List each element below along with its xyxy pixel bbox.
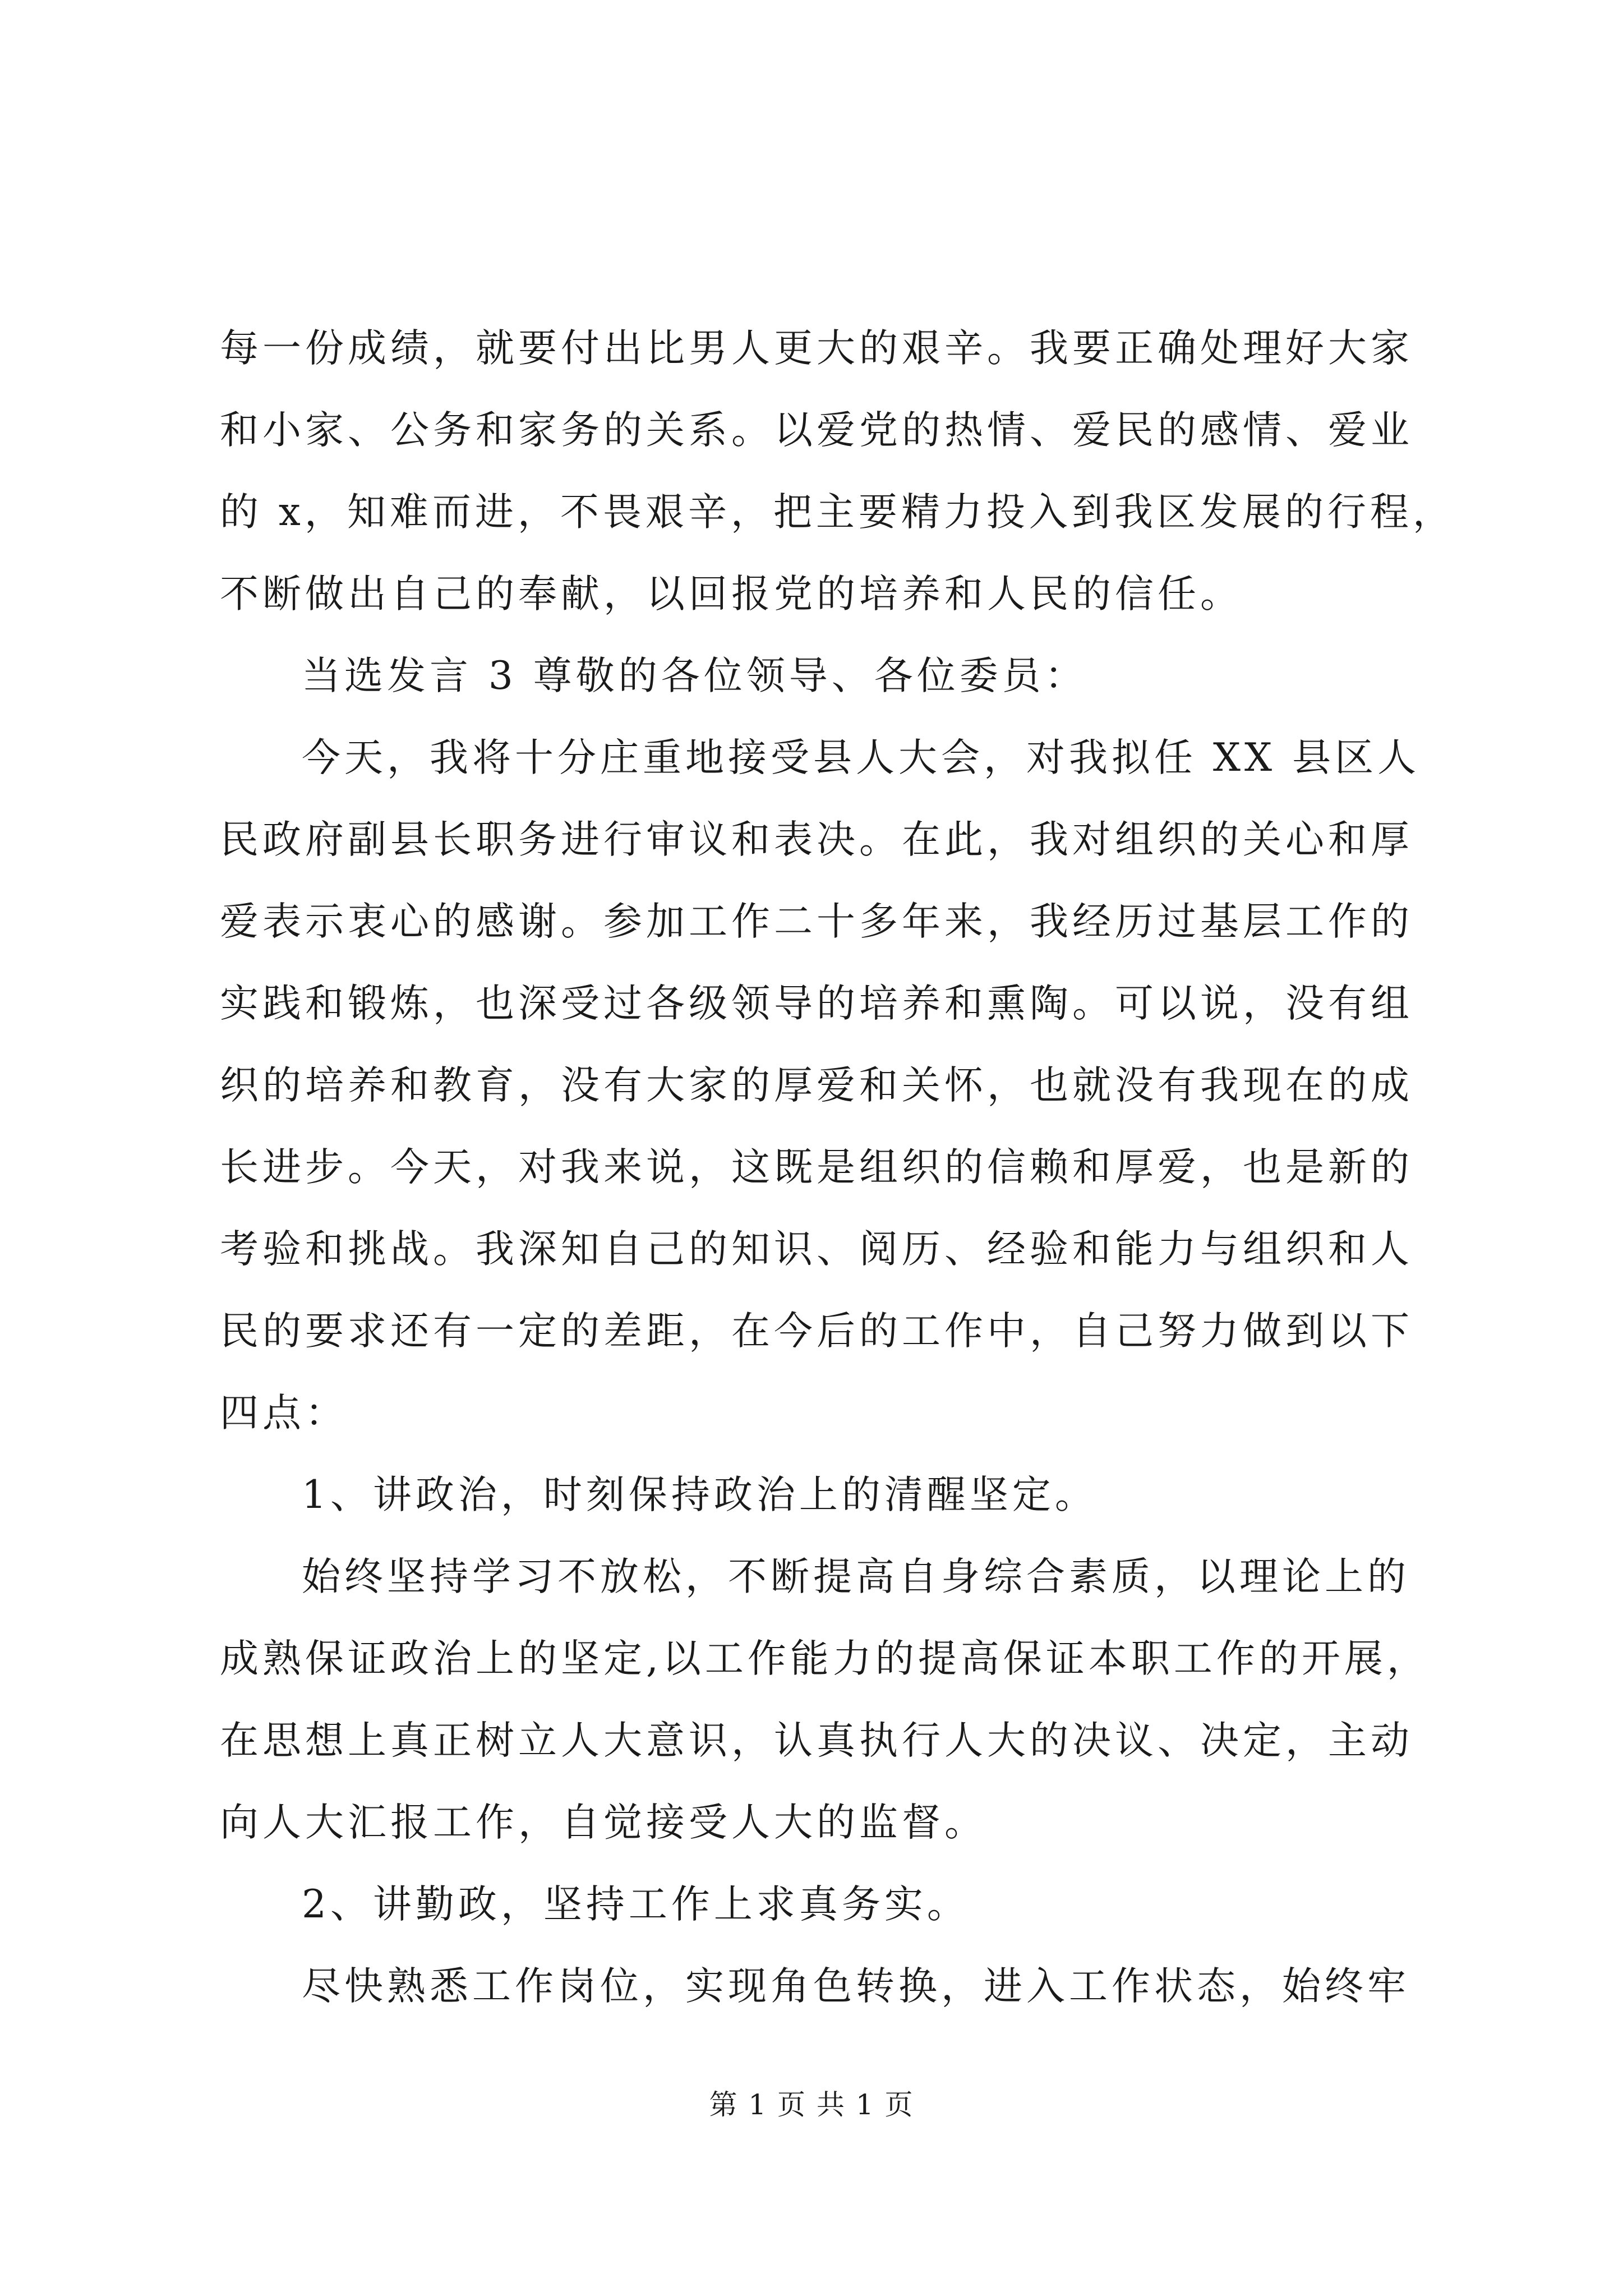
text-line: 爱表示衷心的感谢。参加工作二十多年来，我经历过基层工作的 [220, 899, 1413, 944]
text-line: 的 x，知难而进，不畏艰辛，把主要精力投入到我区发展的行程， [220, 490, 1455, 535]
text-line: 在思想上真正树立人大意识，认真执行人大的决议、决定，主动 [220, 1718, 1413, 1763]
text-line: 始终坚持学习不放松，不断提高自身综合素质，以理论上的 [302, 1554, 1410, 1599]
text-line: 向人大汇报工作，自觉接受人大的监督。 [220, 1800, 987, 1845]
numbered-point-1: 1、讲政治，时刻保持政治上的清醒坚定。 [302, 1473, 1098, 1517]
text-line: 每一份成绩，就要付出比男人更大的艰辛。我要正确处理好大家 [220, 326, 1413, 371]
page-footer: 第 1 页 共 1 页 [709, 2088, 914, 2121]
text-line: 织的培养和教育，没有大家的厚爱和关怀，也就没有我现在的成 [220, 1063, 1413, 1108]
text-line: 不断做出自己的奉献，以回报党的培养和人民的信任。 [220, 572, 1243, 616]
text-line: 长进步。今天，对我来说，这既是组织的信赖和厚爱，也是新的 [220, 1145, 1413, 1190]
text-line: 今天，我将十分庄重地接受县人大会，对我拟任 XX 县区人 [302, 735, 1421, 780]
section-heading: 当选发言 3 尊敬的各位领导、各位委员： [302, 654, 1087, 698]
text-line: 成熟保证政治上的坚定,以工作能力的提高保证本职工作的开展， [220, 1636, 1430, 1681]
text-line: 四点： [220, 1391, 348, 1435]
document-body [220, 307, 1487, 2027]
text-line: 民政府副县长职务进行审议和表决。在此，我对组织的关心和厚 [220, 817, 1413, 862]
text-line: 考验和挑战。我深知自己的知识、阅历、经验和能力与组织和人 [220, 1227, 1413, 1272]
text-line: 尽快熟悉工作岗位，实现角色转换，进入工作状态，始终牢 [302, 1964, 1410, 2009]
text-line: 和小家、公务和家务的关系。以爱党的热情、爱民的感情、爱业 [220, 408, 1413, 453]
text-line: 实践和锻炼，也深受过各级领导的培养和熏陶。可以说，没有组 [220, 981, 1413, 1026]
text-line: 民的要求还有一定的差距，在今后的工作中，自己努力做到以下 [220, 1309, 1413, 1354]
numbered-point-2: 2、讲勤政，坚持工作上求真务实。 [302, 1882, 970, 1927]
